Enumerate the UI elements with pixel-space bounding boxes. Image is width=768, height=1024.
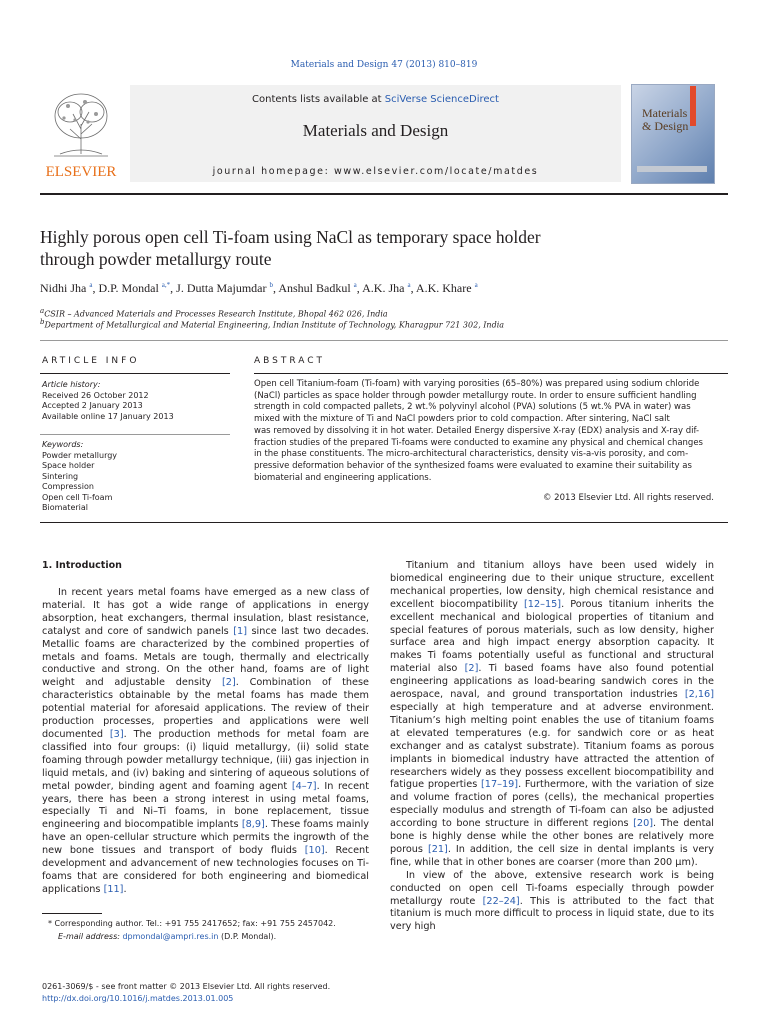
text-run: . Furthermore, with the variation of size and volume fraction of pores (cells), the mechanical properties especially modulus and strength of Ti-foam can also be adjusted according to bone structure in different regions: [390, 779, 715, 830]
text-run: In recent years metal foams have emerged as a new class of material. It has got a wide range of applications in energy absorption, heat exchangers, thermal insulation, blast resistance, catalyst and core of sandwich panels: [42, 587, 369, 637]
keyword: Sintering: [42, 471, 79, 481]
cover-title: [642, 107, 688, 133]
author: A.K. Jha: [362, 281, 405, 295]
reference-link[interactable]: [2]: [464, 663, 479, 675]
email-note: [58, 932, 276, 941]
reference-link[interactable]: [22–24]: [482, 895, 520, 907]
text-run: . Porous titanium inherits the excellent mechanical and biological properties of titanium and special features of porous materials, such as low density, higher surface area and high impact energy absorption capacity. It makes Ti foams potentially useful as functional and structural material also: [390, 598, 714, 675]
intro-right-column: [390, 560, 714, 934]
journal-citation[interactable]: Materials and Design 47 (2013) 810–819: [290, 60, 478, 70]
affil-sup: a: [40, 307, 45, 315]
email-label: E-mail address:: [58, 932, 123, 941]
reference-link[interactable]: [20]: [633, 818, 654, 830]
text-run: . Ti based foams have also found potential engineering applications as load-bearing sandwich cores in the aerospace, naval, and ground transportation industries: [390, 663, 714, 701]
reference-link[interactable]: [8,9]: [241, 819, 265, 831]
reference-link[interactable]: [11]: [103, 883, 124, 895]
abstract-line: in the phase constituents. The micro-architectural characteristics, density vis-a-vis porosity, and com-: [254, 449, 689, 460]
author: Anshul Badkul: [278, 281, 351, 295]
text-run: . The production methods for metal foam are classified into four groups: (i) liquid metallurgy, (ii) solid state foaming through powder metallurgy technique, (iii) gas injection in liquid metals, and (iv) baking and sintering of aqueous solutions of metal powder, binding agent and foaming agent: [42, 728, 369, 792]
text-run: .: [123, 883, 127, 895]
affil-text: Department of Metallurgical and Material Engineering, Indian Institute of Technology, Kharagpur 721 302, India: [44, 320, 505, 330]
affil-divider: [40, 340, 728, 341]
author-affil-sup[interactable]: a: [89, 281, 93, 289]
abstract-bottom-rule: [40, 522, 728, 523]
reference-link[interactable]: [2]: [222, 677, 236, 689]
section-heading: 1. Introduction: [42, 560, 122, 571]
history-online: Available online 17 January 2013: [42, 411, 174, 421]
affil-text: CSIR – Advanced Materials and Processes Research Institute, Bhopal 462 026, India: [44, 309, 388, 319]
abstract-line: pressive deformation behavior of the synthesized foams were evaluated to examine their suitability as: [254, 460, 692, 471]
text-run: . The dental bone is highly dense while the other bones are relatively more porous: [390, 818, 714, 855]
author-affil-sup[interactable]: b: [269, 281, 273, 289]
author: J. Dutta Majumdar: [176, 281, 267, 295]
keyword: Open cell Ti-foam: [42, 492, 113, 502]
text-run: . In addition, the cell size in dental implants is very fine, while that in other bones are coarser (more than 200 μm).: [390, 843, 714, 868]
intro-left-column: [42, 587, 369, 897]
abstract-line: (NaCl) particles as space holder through powder metallurgy route. In order to ensure sufficient handling: [254, 390, 697, 401]
abstract-line: fraction studies of the prepared Ti-foams were conducted to examine any physical and chemical changes: [254, 437, 703, 448]
abstract-line: was removed by dissolving it in hot water. Detailed Energy dispersive X-ray (EDX) analysis and X-ray dif-: [254, 425, 700, 436]
email-link[interactable]: dpmondal@ampri.res.in: [122, 932, 219, 941]
elsevier-wordmark: ELSEVIER: [45, 164, 117, 180]
author: D.P. Mondal: [98, 281, 159, 295]
corresponding-author-note: * Corresponding author. Tel.: +91 755 2417652; fax: +91 755 2457042.: [48, 919, 336, 928]
author-affil-sup[interactable]: a: [474, 281, 478, 289]
author-affil-sup[interactable]: a: [407, 281, 411, 289]
doi-link[interactable]: http://dx.doi.org/10.1016/j.matdes.2013.01.005: [42, 994, 234, 1003]
author-list: Nidhi Jha $^a$, D.P. Mondal $^{a,*}$, J. Dutta Majumdar $^b$, Anshul Badkul $^a$, A.K. Jha $^a$, A.K. Khare $^a$: [40, 281, 478, 295]
article-info-heading: ARTICLE INFO: [42, 356, 140, 366]
intro-paragraph: [390, 870, 714, 935]
keywords-label: Keywords:: [42, 440, 84, 449]
abstract-copyright: © 2013 Elsevier Ltd. All rights reserved.: [542, 493, 714, 503]
text-run: . In recent years, there has been a strong interest in using metal foams, especially Ti and Ni–Ti foams, in bone replacement, tissue engineering and biocompatible implants: [42, 780, 369, 831]
journal-homepage[interactable]: journal homepage: www.elsevier.com/locate/matdes: [212, 166, 539, 177]
reference-link[interactable]: [12–15]: [524, 598, 562, 610]
elsevier-logo: [40, 84, 122, 182]
text-run: . Combination of these characteristics obtainable by the metal foams has made them potential material for aforesaid applications. The review of their production processes, properties and applications were well documented: [42, 677, 369, 740]
email-after: (D.P. Mondal).: [218, 932, 277, 941]
article-title: [40, 226, 730, 270]
abstract-rule: [254, 373, 728, 374]
history-received: Received 26 October 2012: [42, 390, 149, 400]
abstract-line: strength in cold compacted pallets, 2 wt.% polyvinyl alcohol (PVA) solutions (5 wt.% PVA in water) was: [254, 402, 691, 413]
article-history: [42, 380, 232, 422]
history-accepted: Accepted 2 January 2013: [42, 401, 143, 410]
affil-sup: b: [40, 318, 45, 326]
intro-paragraph: [390, 560, 714, 870]
abstract-line: biomaterial and engineering applications.: [254, 472, 432, 483]
abstract-body: [254, 379, 714, 484]
article-info-rule: [40, 373, 230, 374]
text-run: especially at high temperature and at adverse environment. Titanium’s high melting point enables the use of titanium foams at elevated temperatures (e.g. for sandwich core or as heat exchanger and as catalyst substrate). Titanium foams as porous implants in biomedical industry have attracted the attention of researchers widely as they possess excellent biocompatibility and fatigue properties: [390, 701, 714, 791]
title-line-1: Highly porous open cell Ti-foam using NaCl as temporary space holder: [40, 227, 541, 247]
abstract-line: mixed with the mixture of Ti and NaCl powders prior to cold compaction. After sintering, NaCl salt: [254, 414, 670, 425]
affiliation-a: [40, 307, 388, 319]
reference-link[interactable]: [1]: [233, 625, 247, 637]
contents-prefix: Contents lists available at: [252, 94, 385, 105]
sciencedirect-link[interactable]: SciVerse ScienceDirect: [384, 94, 499, 105]
reference-link[interactable]: [21]: [427, 843, 448, 855]
text-run: . Recent development and advancement of new technologies focuses on Ti-foams that are considered for both engineering and biomedical applications: [42, 845, 369, 895]
keywords-rule: [40, 434, 230, 435]
cover-title-line1: Materials: [642, 106, 688, 120]
author-affil-sup[interactable]: a,*: [161, 281, 171, 289]
reference-link[interactable]: [4–7]: [291, 780, 317, 792]
reference-link[interactable]: [17–19]: [481, 779, 519, 791]
reference-link[interactable]: [10]: [304, 845, 325, 857]
abstract-heading: ABSTRACT: [254, 356, 326, 366]
intro-paragraph: [42, 587, 369, 897]
contents-line: [130, 94, 621, 105]
text-run: . This is attributed to the fact that titanium is much more difficult to process in liquid state, due to its very high: [390, 895, 714, 933]
header-divider: [40, 193, 728, 195]
reference-link[interactable]: [2,16]: [684, 689, 714, 701]
keyword: Biomaterial: [42, 503, 88, 512]
issn-line: 0261-3069/$ - see front matter © 2013 Elsevier Ltd. All rights reserved.: [42, 982, 331, 991]
author-affil-sup[interactable]: a: [353, 281, 357, 289]
text-run: Titanium and titanium alloys have been used widely in biomedical engineering due to their unique structure, excellent mechanical properties, low density, high chemical resistance and excellent biocompatibility: [390, 560, 714, 610]
journal-title: Materials and Design: [302, 121, 449, 140]
cover-footer: [637, 166, 707, 172]
text-run: . These foams mainly have an open-cellular structure which permits the ingrowth of the new bone tissues and transport of body fluids: [42, 819, 369, 857]
text-run: In view of the above, extensive research work is being conducted on open cell Ti-foams especially through powder metallurgy route: [390, 869, 714, 907]
keyword: Compression: [42, 482, 94, 491]
keyword: Space holder: [42, 461, 95, 470]
keyword: Powder metallurgy: [42, 450, 118, 460]
keywords-block: [42, 440, 232, 514]
reference-link[interactable]: [3]: [109, 728, 124, 740]
footnote-rule: [42, 913, 102, 914]
abstract-line: Open cell Titanium-foam (Ti-foam) with varying porosities (65–80%) was prepared using sodium chloride: [254, 379, 700, 389]
cover-accent: [690, 86, 696, 126]
affiliation-b: [40, 318, 504, 330]
title-line-2: through powder metallurgy route: [40, 249, 272, 269]
history-label: Article history:: [42, 380, 101, 389]
author: Nidhi Jha: [40, 281, 87, 295]
author: A.K. Khare: [415, 281, 472, 295]
text-run: since last two decades. Metallic foams are characterized by the combined properties of metals and foams. Metals are tough, thermally and electrically conductive and strong. On the other hand, foams are of light weight and adjustable density: [42, 625, 369, 689]
cover-title-line2: & Design: [642, 119, 689, 133]
